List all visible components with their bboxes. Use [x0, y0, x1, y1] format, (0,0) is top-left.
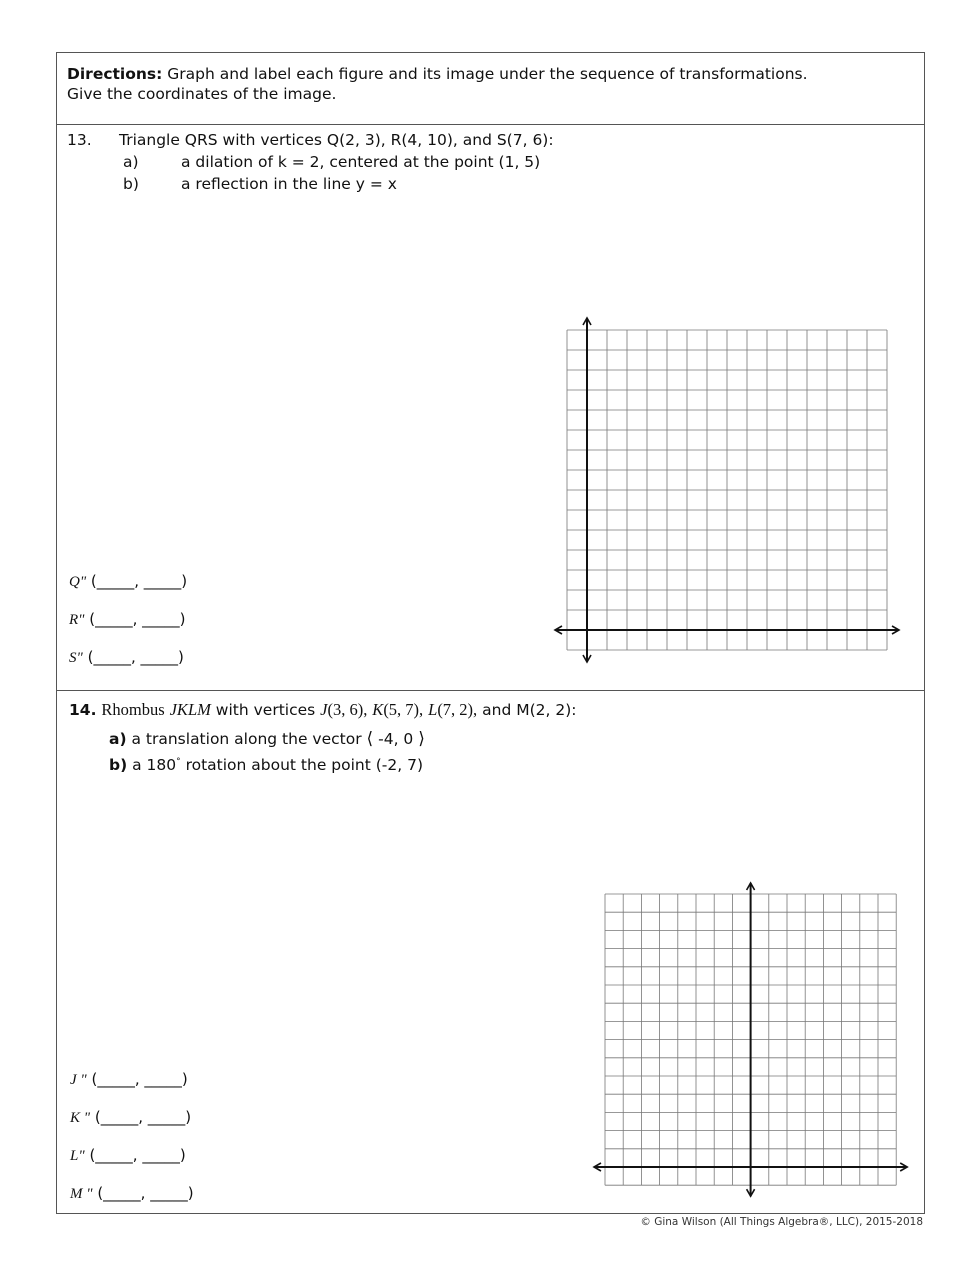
problem14-with-vertices: with vertices — [215, 701, 316, 719]
directions-box — [57, 53, 924, 125]
answer-r-row — [69, 610, 186, 629]
directions-text-line2: Give the coordinates of the image. — [67, 85, 337, 103]
directions-text-line1: Graph and label each figure and its image under the sequence of transformations. — [167, 65, 808, 83]
problem13-statement: Triangle QRS with vertices Q(2, 3), R(4, 10), and S(7, 6): — [119, 131, 554, 149]
answer-q-row — [69, 572, 187, 591]
problem14-step-b-label: b) — [109, 756, 128, 774]
problem14-vertex-l: L — [428, 700, 438, 719]
answer-s-label: S" — [69, 650, 83, 666]
problem14-vertex-k: K — [372, 700, 384, 719]
coordinate-grid-14[interactable] — [585, 880, 920, 1205]
problem14-vertex-j-coords: (3, 6), — [327, 700, 368, 719]
divider-problems — [57, 690, 924, 691]
answer-l-blank[interactable]: (_____, _____) — [89, 1146, 186, 1164]
problem14-vertex-j: J — [320, 700, 328, 719]
answer-m-label: M " — [70, 1186, 93, 1202]
divider-directions — [57, 124, 924, 125]
problem14-vertex-k-coords: (5, 7), — [383, 700, 424, 719]
coordinate-grid-13[interactable] — [540, 310, 920, 680]
problem14-step-b-text-post: rotation about the point (-2, 7) — [185, 756, 424, 774]
problem14-vertex-l-coords: (7, 2), — [437, 700, 478, 719]
answer-j-blank[interactable]: (_____, _____) — [91, 1070, 188, 1088]
answer-m-blank[interactable]: (_____, _____) — [97, 1184, 194, 1202]
problem13-step-b-label: b) — [123, 175, 139, 193]
answer-r-label: R" — [69, 612, 85, 628]
problem13-step-a-text: a dilation of k = 2, centered at the point (1, 5) — [181, 153, 541, 171]
answer-k-blank[interactable]: (_____, _____) — [94, 1108, 192, 1126]
problem14-name-prefix: Rhombus — [101, 700, 165, 719]
problem14-step-a-label: a) — [109, 730, 127, 748]
problem13-number: 13. — [67, 131, 92, 149]
answer-l-label: L" — [70, 1148, 85, 1164]
answer-r-blank[interactable]: (_____, _____) — [89, 610, 186, 628]
problem14-step-b-text-pre: a 180 — [132, 756, 177, 774]
answer-k-row — [70, 1108, 191, 1127]
degree-symbol: ° — [176, 756, 181, 767]
answer-m-row — [70, 1184, 194, 1203]
problem14-step-a — [109, 729, 425, 749]
answer-j-row — [70, 1070, 188, 1089]
vector-open-bracket: ⟨ — [366, 729, 374, 749]
problem14-number: 14. — [69, 701, 97, 719]
directions-label: Directions: — [67, 65, 163, 83]
vector-close-bracket: ⟩ — [418, 729, 425, 749]
problem14-last-vertex: and M(2, 2): — [482, 701, 577, 719]
vector-value: -4, 0 — [378, 730, 414, 748]
problem14-step-a-text: a translation along the vector — [131, 730, 362, 748]
answer-q-blank[interactable]: (_____, _____) — [90, 572, 188, 590]
answer-l-row — [70, 1146, 186, 1165]
problem14-statement — [69, 700, 576, 720]
copyright-footer: © Gina Wilson (All Things Algebra®, LLC), 2015-2018 — [640, 1216, 923, 1228]
problem14-name: JKLM — [169, 700, 211, 719]
answer-j-label: J " — [70, 1072, 87, 1088]
problem13-step-a-label: a) — [123, 153, 139, 171]
answer-s-row — [69, 648, 184, 667]
answer-s-blank[interactable]: (_____, _____) — [87, 648, 184, 666]
answer-q-label: Q" — [69, 574, 87, 590]
answer-k-label: K " — [70, 1110, 91, 1126]
problem13-step-b-text: a reflection in the line y = x — [181, 175, 397, 193]
problem14-step-b — [109, 756, 423, 774]
